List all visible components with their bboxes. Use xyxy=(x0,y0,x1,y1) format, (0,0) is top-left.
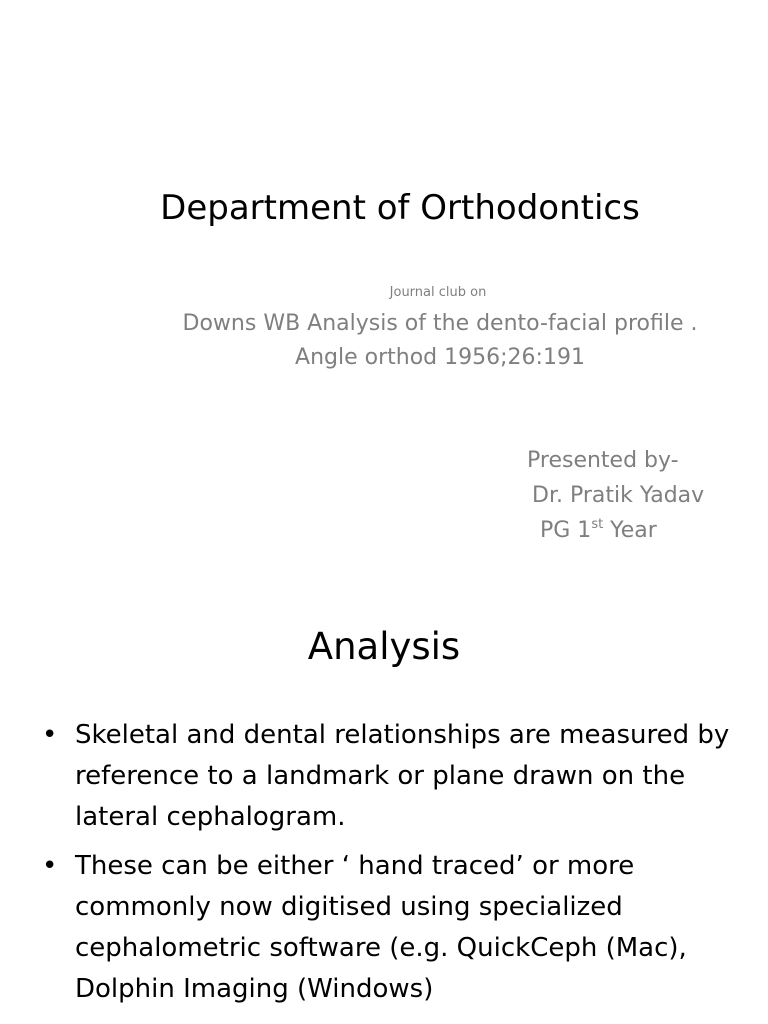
presenter-heading: Presented by- xyxy=(527,448,679,473)
slide-analysis-heading: Analysis xyxy=(307,625,461,668)
bullet-symbol: • xyxy=(42,720,58,750)
bullet-symbol: • xyxy=(42,851,58,881)
presenter-level-suffix: Year xyxy=(603,518,657,543)
citation-line-1: Downs WB Analysis of the dento-facial profile . xyxy=(182,311,698,336)
journal-club-label: Journal club on xyxy=(389,285,487,300)
presenter-level xyxy=(527,513,704,548)
bullet-list xyxy=(42,715,742,1018)
bullet-item xyxy=(42,715,742,838)
bullet-text: These can be either ‘ hand traced’ or more commonly now digitised using specialized cephalometric software (e.g. QuickCeph (Mac), Dolphin Imaging (Windows) xyxy=(75,851,687,1004)
citation-line-2: Angle orthod 1956;26:191 xyxy=(295,345,585,370)
bullet-item xyxy=(42,846,742,1010)
slide-title-heading: Department of Orthodontics xyxy=(160,188,640,228)
slide-analysis xyxy=(0,580,768,1024)
citation xyxy=(100,307,768,375)
presenter-block xyxy=(527,443,704,548)
bullet-text: Skeletal and dental relationships are measured by reference to a landmark or plane drawn on the lateral cephalogram. xyxy=(75,720,730,832)
presenter-name: Dr. Pratik Yadav xyxy=(532,483,705,508)
presenter-level-prefix: PG 1 xyxy=(540,518,592,543)
presenter-level-ordinal: st xyxy=(591,517,604,532)
